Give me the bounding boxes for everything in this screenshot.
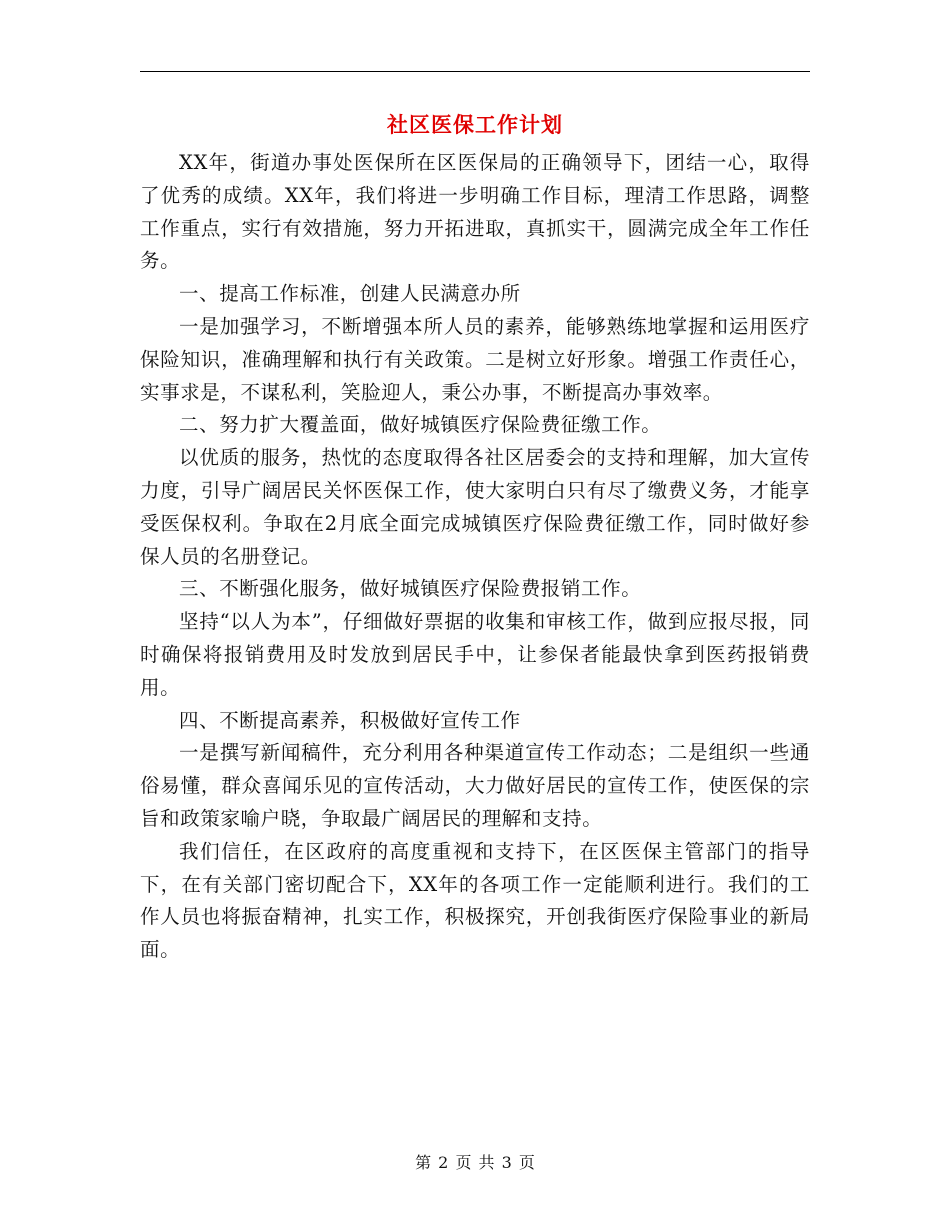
paragraph-section-4: 一是撰写新闻稿件，充分利用各种渠道宣传工作动态；二是组织一些通俗易懂，群众喜闻乐见的宣传活动，大力做好居民的宣传工作，使医保的宗旨和政策家喻户晓，争取最广阔居民的理解和支持。: [140, 741, 810, 830]
paragraph-intro: XX年，街道办事处医保所在区医保局的正确领导下，团结一心，取得了优秀的成绩。XX年，我们将进一步明确工作目标，理清工作思路，调整工作重点，实行有效措施，努力开拓进取，真抓实干，圆满完成全年工作任务。: [140, 151, 810, 273]
document-body: [140, 147, 810, 967]
paragraph-section-2: 以优质的服务，热忱的态度取得各社区居委会的支持和理解，加大宣传力度，引导广阔居民关怀医保工作，使大家明白只有尽了缴费义务，才能享受医保权利。争取在2月底全面完成城镇医疗保险费征缴工作，同时做好参保人员的名册登记。: [140, 446, 810, 568]
document-title: 社区医保工作计划: [387, 112, 563, 137]
paragraph-section-1: 一是加强学习，不断增强本所人员的素养，能够熟练地掌握和运用医疗保险知识，准确理解和执行有关政策。二是树立好形象。增强工作责任心，实事求是，不谋私利，笑脸迎人，秉公办事，不断提高办事效率。: [140, 314, 810, 404]
section-heading-3: 三、不断强化服务，做好城镇医疗保险费报销工作。: [179, 577, 642, 601]
header-rule: [140, 71, 810, 72]
section-heading-2: 二、努力扩大覆盖面，做好城镇医疗保险费征缴工作。: [179, 413, 662, 437]
page-number-footer: 第 2 页 共 3 页: [415, 1153, 535, 1172]
paragraph-section-3: 坚持“以人为本”，仔细做好票据的收集和审核工作，做到应报尽报，同时确保将报销费用及时发放到居民手中，让参保者能最快拿到医药报销费用。: [140, 610, 810, 699]
section-heading-4: 四、不断提高素养，积极做好宣传工作: [179, 708, 521, 732]
section-heading-1: 一、提高工作标准，创建人民满意办所: [179, 282, 521, 306]
paragraph-conclusion: 我们信任，在区政府的高度重视和支持下，在区医保主管部门的指导下，在有关部门密切配合下，XX年的各项工作一定能顺利进行。我们的工作人员也将振奋精神，扎实工作，积极探究，开创我街医疗保险事业的新局面。: [140, 839, 810, 962]
